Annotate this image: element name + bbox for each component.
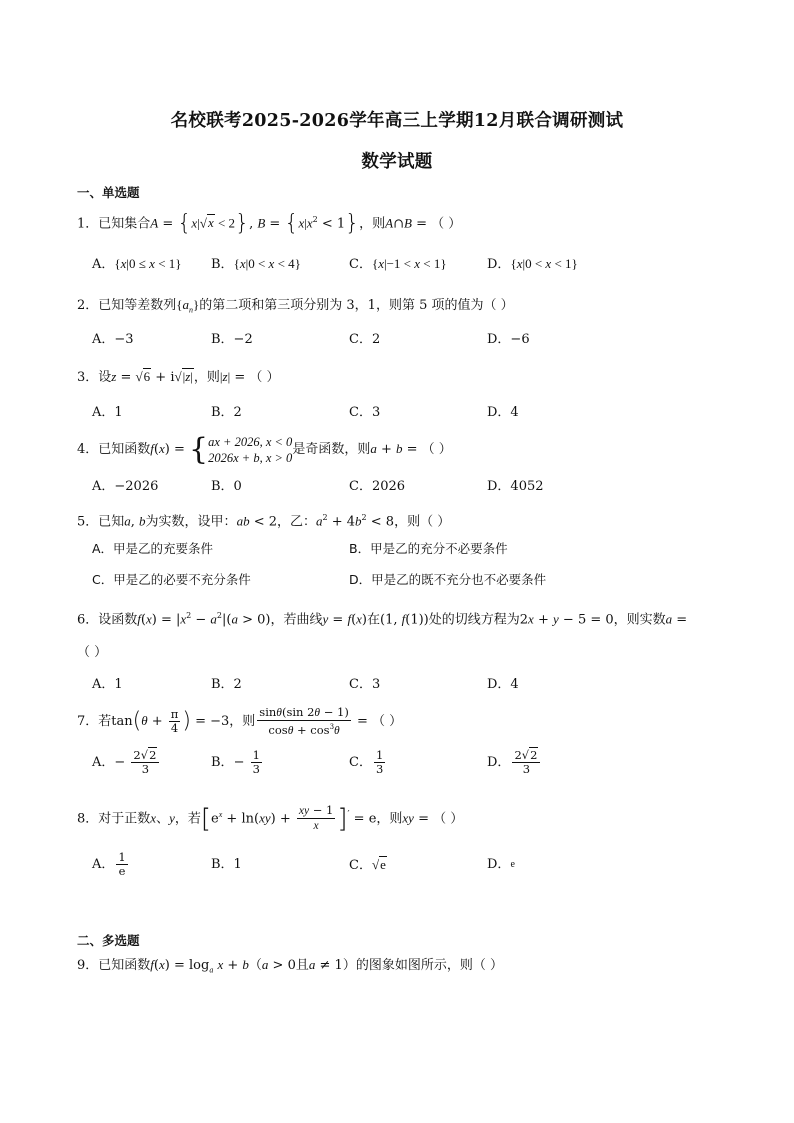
question-6: 6．设函数$f(x) = |x^2 - a^2|(a > 0)$，若曲线y = f(x)在(1, f(1))处的切线方程为2x + y − 5 = 0，则实数a = [77, 611, 688, 628]
page-subtitle: 数学试题 [361, 152, 433, 172]
section-heading-single: 一、单选题 [77, 185, 140, 200]
q1-prefix: 1．已知集合 [77, 216, 151, 232]
q1-option-b: B．{x|0 < x < 4} [211, 256, 301, 272]
q6-option-c: C．3 [349, 677, 381, 692]
q7-option-a: A．− $\frac{2√2}{3}$ [92, 748, 161, 778]
q5-option-a: A．甲是乙的充要条件 [92, 541, 214, 556]
q6-option-b: B．2 [211, 677, 242, 692]
q3-option-c: C．3 [349, 405, 381, 420]
q7-option-b: B．− $\frac{1}{3}$ [211, 748, 260, 776]
q3-option-b: B．2 [211, 405, 242, 420]
q1-option-a: A．{x|0 ≤ x < 1} [92, 256, 182, 272]
question-7: 7．若tan(θ + $\frac{\pi}{4}$ ) = −3，则 $\frac{\sin\theta(\sin 2\theta - 1)}{\cos\theta + \cos^3\theta}$ = （ ） [77, 704, 403, 737]
q2-option-d: D．−6 [487, 332, 530, 347]
q7-option-d: D． $\frac{2√2}{3}$ [487, 748, 542, 778]
question-4: 4．已知函数f(x) = {ax + 2026, x < 0 2026x + b, x > 0是奇函数，则a + b = （ ） [77, 431, 452, 467]
q3-option-a: A．1 [92, 405, 123, 420]
q3-option-d: D．4 [487, 405, 519, 420]
q6-option-a: A．1 [92, 677, 123, 692]
q8-option-b: B．1 [211, 857, 242, 872]
page-title: 名校联考2025-2026学年高三上学期12月联合调研测试 [170, 111, 624, 131]
question-9: 9．已知函数$f(x) = \log_a x + b(a > 0$且a ≠ 1）的图象如图所示，则（ ） [77, 957, 503, 975]
q2-option-c: C．2 [349, 332, 381, 347]
q1-option-c: C．{x|−1 < x < 1} [349, 256, 447, 272]
q8-option-a: A． $\frac{1}{e}$ [92, 850, 126, 878]
q5-option-b: B．甲是乙的充分不必要条件 [349, 541, 508, 556]
q6-paren: （ ） [77, 645, 108, 660]
q6-option-d: D．4 [487, 677, 519, 692]
question-3: 3．设z = √6 + i√|z|，则|z| = （ ） [77, 369, 280, 385]
q2-option-b: B．−2 [211, 332, 253, 347]
q4-option-d: D．4052 [487, 479, 544, 494]
q8-option-c: C．√e [349, 857, 386, 873]
section-heading-multi: 二、多选题 [77, 933, 140, 948]
q8-option-d: D．$^e$ [487, 857, 515, 872]
question-1: 1．已知集合A = {x|√x < 2}, $B = \{x|x^2 < 1\}$，则A∩B = （ ） [77, 210, 462, 236]
q4-option-b: B．0 [211, 479, 242, 494]
question-5: 5．已知a, b为实数，设甲：ab < 2，乙：$a^2 + 4b^2 < 8$，则（ ） [77, 513, 451, 530]
q4-option-c: C．2026 [349, 479, 406, 494]
q7-option-c: C． $\frac{1}{3}$ [349, 748, 384, 776]
q1-set-a: A [150, 215, 159, 231]
q1-option-d: D．{x|0 < x < 1} [487, 256, 578, 272]
question-8: 8．对于正数x、y，若[$e^x + \ln(xy)$ + $\frac{xy - 1}{x}$ ]′ = e，则xy = （ ） [77, 803, 464, 834]
q4-option-a: A．−2026 [92, 479, 159, 494]
q5-option-c: C．甲是乙的必要不充分条件 [92, 572, 251, 587]
q2-option-a: A．−3 [92, 332, 134, 347]
q5-option-d: D．甲是乙的既不充分也不必要条件 [349, 572, 547, 587]
question-2: 2．已知等差数列$\{a_n\}$的第二项和第三项分别为 3，1，则第 5 项的值为（ ） [77, 297, 514, 315]
